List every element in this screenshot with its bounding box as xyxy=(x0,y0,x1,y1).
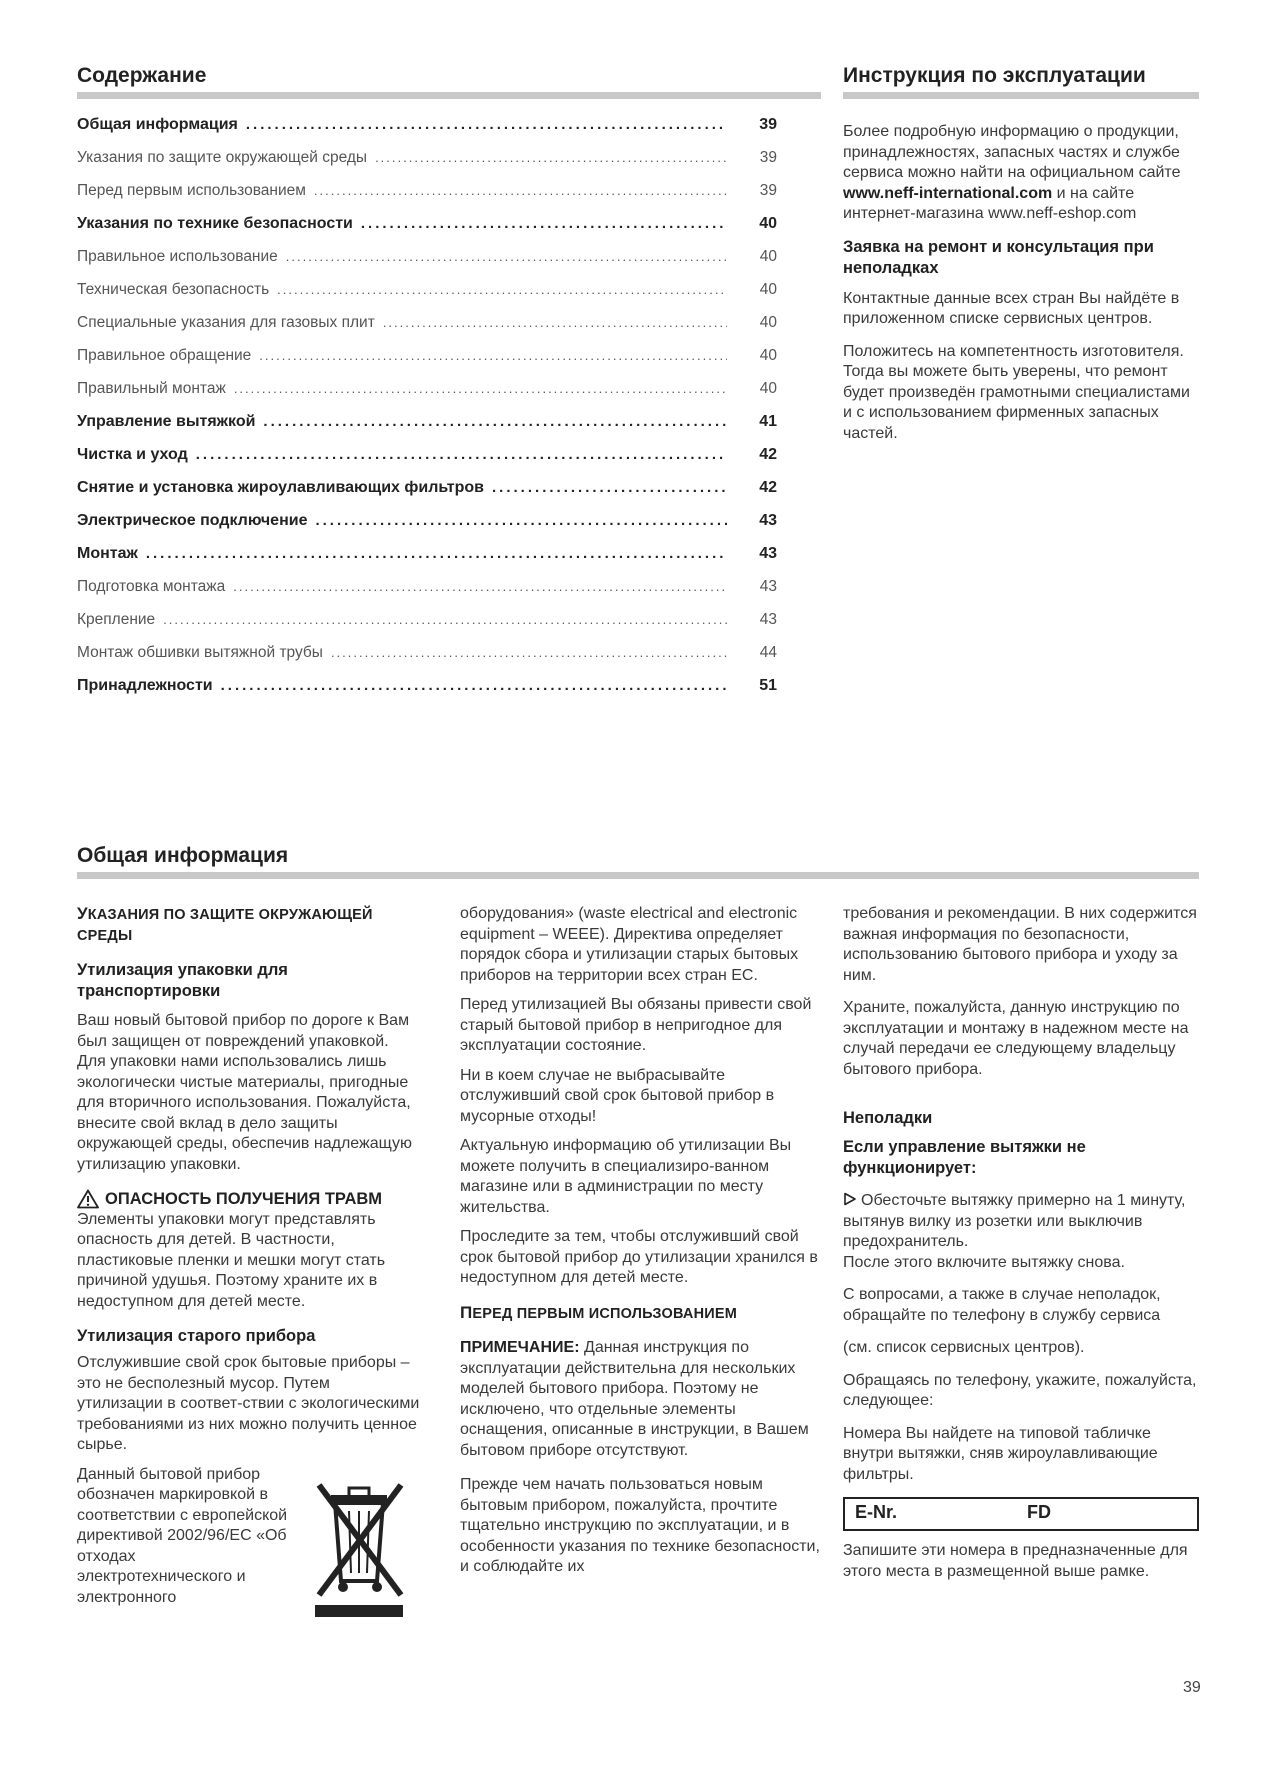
toc-entry-page: 42 xyxy=(759,446,777,463)
toc-entry-page: 39 xyxy=(759,149,777,166)
manual-column xyxy=(843,122,1199,453)
general-col-1 xyxy=(77,904,420,1619)
col3-p6: Номера Вы найдете на типовой табличке внутри вытяжки, сняв жироулавливающие фильтры. xyxy=(843,1424,1158,1483)
toc-entry-page: 43 xyxy=(759,512,777,529)
toc-entry-page: 40 xyxy=(759,380,777,397)
toc-entry-page: 40 xyxy=(759,281,777,298)
toc-entry[interactable] xyxy=(77,644,777,677)
crossed-bin-icon xyxy=(307,1473,411,1619)
faults-step: Обесточьте вытяжку примерно на 1 минуту, вытянув вилку из розетки или выключив предохранитель. xyxy=(843,1192,1186,1250)
toc-entry-title: Общая информация xyxy=(77,116,238,133)
marking-text: Данный бытовой прибор обозначен маркировкой в соответствии с европейской директивой 2002/96/ЕС «Об отходах электротехнического и электронного xyxy=(77,1465,288,1606)
col3-p2: Храните, пожалуйста, данную инструкцию по эксплуатации и монтажу в надежном месте на случай передачи ее следующему владельцу бытового прибора. xyxy=(843,999,1189,1078)
toc-entry-page: 42 xyxy=(759,479,777,496)
packaging-text: Ваш новый бытовой прибор по дороге к Вам был защищен от повреждений упаковкой. Для упаковки нами использовались лишь экологически чистые материалы, пригодные для вторичного использования. Пожалуйста, внесите свой вклад в дело защиты окружающей среды, обеспечив надлежащую утилизацию упаковки. xyxy=(77,1012,412,1173)
col3-p7: Запишите эти номера в предназначенные для этого места в размещенной выше рамке. xyxy=(843,1542,1188,1580)
toc-entry[interactable] xyxy=(77,512,777,545)
toc-leader-dots xyxy=(263,413,727,430)
toc-entry[interactable] xyxy=(77,611,777,644)
toc-entry-title: Указания по защите окружающей среды xyxy=(77,149,368,166)
toc-entry[interactable] xyxy=(77,149,777,182)
old-device-heading: Утилизация старого прибора xyxy=(77,1327,316,1345)
toc-entry-page: 44 xyxy=(759,644,777,661)
contacts-text: Контактные данные всех стран Вы найдёте в приложенном списке сервисных центров. xyxy=(843,289,1180,327)
toc-entry[interactable] xyxy=(77,314,777,347)
toc-list xyxy=(77,116,777,710)
toc-entry-page: 51 xyxy=(759,677,777,694)
toc-leader-dots xyxy=(246,116,727,133)
toc-entry-title: Указания по технике безопасности xyxy=(77,215,353,232)
toc-entry-title: Перед первым использованием xyxy=(77,182,306,199)
col2-p3: Ни в коем случае не выбрасывайте отслуживший свой срок бытовой прибор в мусорные отходы! xyxy=(460,1066,775,1125)
toc-leader-dots xyxy=(331,645,727,660)
toc-entry-title: Подготовка монтажа xyxy=(77,578,226,595)
toc-entry-title: Монтаж xyxy=(77,545,138,562)
toc-entry[interactable] xyxy=(77,545,777,578)
toc-entry[interactable] xyxy=(77,248,777,281)
toc-entry[interactable] xyxy=(77,347,777,380)
play-arrow-icon xyxy=(843,1192,857,1206)
danger-text: Элементы упаковки могут представлять опасность для детей. В частности, пластиковые пленки и мешки могут стать причиной удушья. Поэтому храните их в недоступном для детей месте. xyxy=(77,1210,386,1310)
toc-leader-dots xyxy=(375,150,727,165)
toc-leader-dots xyxy=(163,612,727,627)
toc-leader-dots xyxy=(233,579,727,594)
col2-p4: Актуальную информацию об утилизации Вы можете получить в специализиро-ванном магазине или в администрации по месту жительства. xyxy=(460,1137,792,1216)
toc-entry-page: 39 xyxy=(759,182,777,199)
toc-entry[interactable] xyxy=(77,182,777,215)
toc-entry-title: Правильное обращение xyxy=(77,347,252,364)
toc-entry[interactable] xyxy=(77,479,777,512)
toc-entry[interactable] xyxy=(77,281,777,314)
env-heading: УКАЗАНИЯ ПО ЗАЩИТЕ ОКРУЖАЮЩЕЙ СРЕДЫ xyxy=(77,904,373,944)
toc-entry-page: 40 xyxy=(759,248,777,265)
toc-entry-title: Правильное использование xyxy=(77,248,278,265)
toc-entry-page: 39 xyxy=(759,116,777,133)
toc-rule xyxy=(77,92,821,99)
col2-p6: Прежде чем начать пользоваться новым бытовым прибором, пожалуйста, прочтите тщательно инструкцию по эксплуатации, и в особенности указания по технике безопасности, и соблюдайте их xyxy=(460,1476,820,1575)
toc-entry[interactable] xyxy=(77,677,777,710)
danger-heading: ОПАСНОСТЬ ПОЛУЧЕНИЯ ТРАВМ xyxy=(77,1189,420,1210)
toc-entry-title: Специальные указания для газовых плит xyxy=(77,314,375,331)
toc-leader-dots xyxy=(234,381,727,396)
toc-heading: Содержание xyxy=(77,64,207,87)
manual-rule xyxy=(843,92,1199,99)
toc-entry-page: 40 xyxy=(759,347,777,364)
page-number: 39 xyxy=(1183,1679,1201,1696)
faults-after: После этого включите вытяжку снова. xyxy=(843,1253,1125,1271)
packaging-heading: Утилизация упаковки для транспортировки xyxy=(77,961,288,1000)
col3-p4: (см. список сервисных центров). xyxy=(843,1339,1085,1356)
col2-p1: оборудования» (waste electrical and electronic equipment – WEEE). Директива определяет порядок сбора и утилизации старых бытовых приборов на территории всех стран ЕС. xyxy=(460,905,799,984)
toc-entry[interactable] xyxy=(77,446,777,479)
manual-intro: Более подробную информацию о продукции, принадлежностях, запасных частях и службе сервиса можно найти на официальном сайте www.neff-international.com и на сайте интернет-магазина www.neff-eshop.com xyxy=(843,123,1181,222)
general-rule xyxy=(77,872,1199,879)
manual-heading: Инструкция по эксплуатации xyxy=(843,64,1146,87)
toc-entry-title: Монтаж обшивки вытяжной трубы xyxy=(77,644,323,661)
repair-heading: Заявка на ремонт и консультация при неполадках xyxy=(843,237,1154,277)
toc-entry-title: Принадлежности xyxy=(77,677,213,694)
toc-entry-title: Чистка и уход xyxy=(77,446,188,463)
toc-leader-dots xyxy=(314,183,727,198)
toc-leader-dots xyxy=(361,215,727,232)
toc-entry[interactable] xyxy=(77,578,777,611)
col2-p2: Перед утилизацией Вы обязаны привести свой старый бытовой прибор в непригодное для эксплуатации состояние. xyxy=(460,996,812,1054)
toc-entry-title: Крепление xyxy=(77,611,156,628)
note-text: ПРИМЕЧАНИЕ: Данная инструкция по эксплуатации действительна для нескольких моделей бытового прибора. Поэтому не исключено, что отдельные элементы оснащения, описанные в инструкции, в Вашем бытовом приборе отсутствуют. xyxy=(460,1339,809,1459)
toc-leader-dots xyxy=(286,249,727,264)
toc-entry[interactable] xyxy=(77,413,777,446)
col3-p5: Обращаясь по телефону, укажите, пожалуйста, следующее: xyxy=(843,1371,1197,1409)
old-device-text: Отслужившие свой срок бытовые приборы – это не бесполезный мусор. Путем утилизации в соответ-ствии с экологическими требованиями из них можно получить ценное сырье. xyxy=(77,1354,420,1453)
col2-p5: Проследите за тем, чтобы отслуживший свой срок бытовой прибор до утилизации хранился в недоступном для детей месте. xyxy=(460,1228,818,1286)
first-use-heading: ПЕРЕД ПЕРВЫМ ИСПОЛЬЗОВАНИЕМ xyxy=(460,1302,738,1322)
toc-leader-dots xyxy=(221,677,727,694)
toc-entry[interactable] xyxy=(77,215,777,248)
manual-site-link[interactable]: www.neff-international.com xyxy=(843,184,1053,202)
toc-entry-page: 43 xyxy=(759,578,777,595)
toc-entry-title: Управление вытяжкой xyxy=(77,413,256,430)
toc-entry-title: Снятие и установка жироулавливающих фильтров xyxy=(77,479,485,496)
col3-p1: требования и рекомендации. В них содержится важная информация по безопасности, использованию бытового прибора и уходу за ним. xyxy=(843,905,1197,984)
warning-triangle-icon xyxy=(77,1189,99,1209)
toc-entry[interactable] xyxy=(77,116,777,149)
general-col-2 xyxy=(460,904,820,1587)
enr-fd-box[interactable] xyxy=(843,1497,1199,1531)
trust-text: Положитесь на компетентность изготовителя. Тогда вы можете быть уверены, что ремонт будет произведён грамотными специалистами и с использованием фирменных запасных частей. xyxy=(843,342,1190,442)
toc-entry[interactable] xyxy=(77,380,777,413)
toc-entry-page: 43 xyxy=(759,545,777,562)
general-col-3 xyxy=(843,904,1203,1497)
toc-leader-dots xyxy=(492,479,727,496)
enr-label: E-Nr. xyxy=(855,1502,898,1522)
toc-leader-dots xyxy=(259,348,727,363)
general-heading: Общая информация xyxy=(77,844,289,867)
toc-leader-dots xyxy=(315,512,727,529)
toc-leader-dots xyxy=(196,446,727,463)
col3-p3: С вопросами, а также в случае неполадок, обращайте по телефону в службу сервиса xyxy=(843,1286,1161,1324)
toc-leader-dots xyxy=(383,315,727,330)
toc-entry-title: Техническая безопасность xyxy=(77,281,270,298)
toc-entry-title: Правильный монтаж xyxy=(77,380,226,397)
toc-leader-dots xyxy=(277,282,727,297)
toc-entry-page: 41 xyxy=(759,413,777,430)
toc-entry-page: 40 xyxy=(759,314,777,331)
toc-entry-page: 43 xyxy=(759,611,777,628)
faults-heading: Неполадки xyxy=(843,1109,933,1127)
toc-leader-dots xyxy=(146,545,727,562)
fd-label: FD xyxy=(1027,1502,1051,1522)
faults-sub: Если управление вытяжки не функционирует: xyxy=(843,1138,1086,1177)
toc-entry-page: 40 xyxy=(759,215,777,232)
toc-entry-title: Электрическое подключение xyxy=(77,512,308,529)
